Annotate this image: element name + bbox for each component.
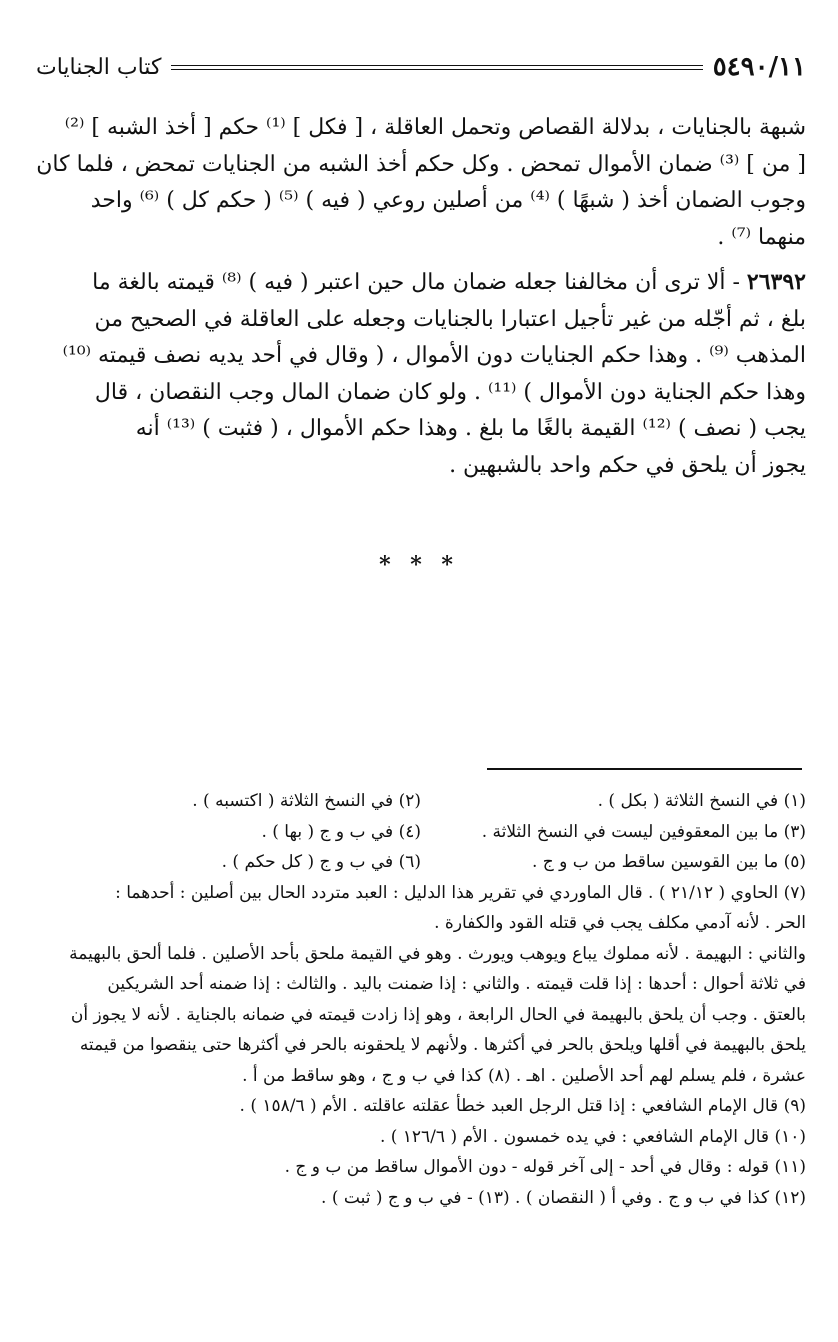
footnotes [36, 786, 806, 1213]
text-line: يجب ( نصف ) ⁽¹²⁾ القيمة بالغًا ما بلغ . وهذا حكم الأموال ، ( فثبت ) ⁽¹³⁾ أنه [135, 416, 806, 441]
text-line: وهذا حكم الجناية دون الأموال ) ⁽¹¹⁾ . ولو كان ضمان المال وجب النقصان ، قال [94, 379, 806, 405]
book-title: كتاب الجنايات [36, 54, 162, 80]
text-line: بلغ ، ثم أجّله من غير تأجيل اعتبارا بالجنايات وجعله على العاقلة في الصحيح من [94, 306, 806, 332]
paragraph-2 [36, 264, 806, 484]
text-line: [ من ] ⁽³⁾ ضمان الأموال تمحض . وكل حكم أخذ الشبه من الجنايات تمحض ، فلما كان [36, 151, 806, 177]
footnote-1: (١) في النسخ الثلاثة ( بكل ) . [597, 791, 806, 811]
footnote-line: (٧) الحاوي ( ٢١/١٢ ) . قال الماوردي في تقرير هذا الدليل : العبد متردد الحال بين أصلين : أحدهما : [115, 882, 806, 903]
footnote-line: والثاني : البهيمة . لأنه مملوك يباع ويوهب ويورث . وهو في القيمة ملحق بأحد الأصلين . فلما ألحق بالبهيمة [69, 943, 806, 964]
footnote-6: (٦) في ب و ج ( كل حكم ) . [221, 852, 421, 872]
text-line: يجوز أن يلحق في حكم واحد بالشبهين . [449, 452, 806, 478]
text-line: منهما ⁽⁷⁾ . [717, 224, 806, 250]
page-number: ٥٤٩٠/١١ [712, 52, 806, 82]
footnote-line: بالعتق . وجب أن يلحق بالبهيمة في الحال الرابعة ، وهو إذا زادت قيمته في ضمانه بالجناية . لأنه لا يجوز أن [70, 1004, 806, 1025]
footnote-line: الحر . لأنه آدمي مكلف يجب في قتله القود والكفارة . [434, 913, 806, 933]
footnote-11: (١١) قوله : وقال في أحد - إلى آخر قوله - دون الأموال ساقط من ب و ج . [284, 1157, 806, 1177]
footnote-3: (٣) ما بين المعقوفين ليست في النسخ الثلاثة . [481, 821, 806, 842]
footnote-line: يلحق بالبهيمة في أقلها ويلحق بالحر في أكثرها . ولأنهم لا يلحقونه بالحر في أكثرها حتى ينقصوا من قيمته [79, 1035, 806, 1055]
footnote-4: (٤) في ب و ج ( بها ) . [261, 821, 421, 842]
footnote-line: عشرة ، فلم يسلم لهم أحد الأصلين . اهـ . (٨) كذا في ب و ج ، وهو ساقط من أ . [242, 1065, 806, 1086]
footnote-row [36, 847, 806, 878]
text-line: شبهة بالجنايات ، بدلالة القصاص وتحمل العاقلة ، [ فكل ] ⁽¹⁾ حكم [ أخذ الشبه ] ⁽²⁾ [64, 115, 806, 140]
section-separator: * * * [379, 552, 459, 578]
footnote-10: (١٠) قال الإمام الشافعي : في يده خمسون . الأم ( ١٢٦/٦ ) . [379, 1126, 806, 1147]
text-line: - ألا ترى أن مخالفنا جعله ضمان مال حين اعتبر ( فيه ) ⁽⁸⁾ قيمته بالغة ما [92, 270, 747, 295]
text-line: المذهب ⁽⁹⁾ . وهذا حكم الجنايات دون الأموال ، ( وقال في أحد يديه نصف قيمته ⁽¹⁰⁾ [62, 343, 806, 368]
text-line: وجوب الضمان أخذ ( شبهًا ) ⁽⁴⁾ من أصلين روعي ( فيه ) ⁽⁵⁾ ( حكم كل ) ⁽⁶⁾ واحد [90, 188, 806, 213]
footnote-5: (٥) ما بين القوسين ساقط من ب و ج . [531, 852, 806, 872]
main-text [36, 110, 806, 484]
paragraph-1 [36, 110, 806, 256]
footnote-line: في ثلاثة أحوال : أحدها : إذا قلت قيمته . والثاني : إذا ضمنت باليد . والثالث : إذا ضمنه أحد الشريكين [107, 974, 806, 994]
footnote-row [36, 817, 806, 848]
page-header [36, 50, 806, 84]
footnote-2: (٢) في النسخ الثلاثة ( اكتسبه ) . [192, 791, 421, 811]
footnote-row [36, 786, 806, 817]
entry-number: ٢٦٣٩٢ [746, 269, 806, 295]
footnote-9: (٩) قال الإمام الشافعي : إذا قتل الرجل العبد خطأ عقلته عاقلته . الأم ( ١٥٨/٦ ) . [239, 1096, 806, 1116]
footnote-12-13: (١٢) كذا في ب و ج . وفي أ ( النقصان ) . (١٣) - في ب و ج ( ثبت ) . [321, 1187, 806, 1208]
footnote-7 [36, 878, 806, 1092]
header-rule [171, 65, 702, 70]
footnote-rule [487, 768, 802, 770]
